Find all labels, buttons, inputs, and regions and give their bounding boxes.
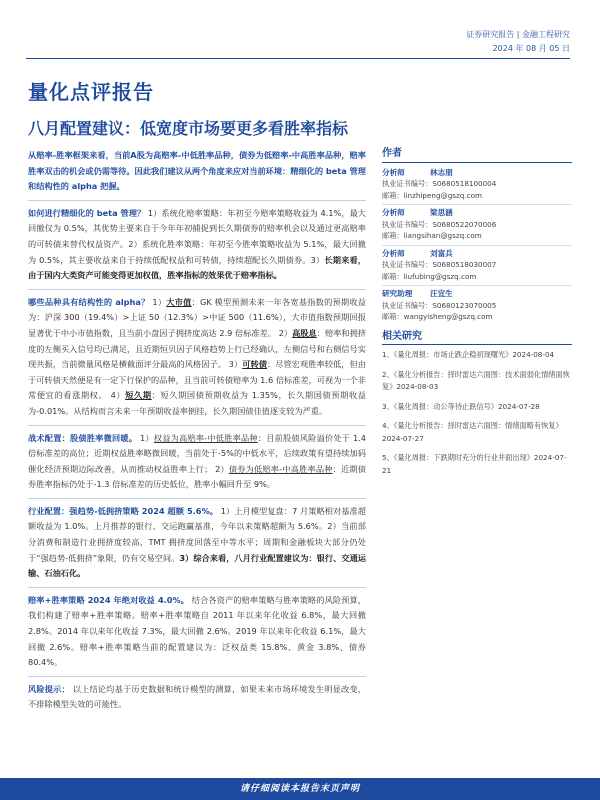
strategy-heading: 赔率+胜率策略 2024 年绝对收益 4.0%。 bbox=[28, 594, 190, 605]
risk-section: 风险提示： 以上结论均基于历史数据和统计模型的测算，如果未来市场环境发生明显改变，不排除模型失效的可能性。 bbox=[28, 683, 366, 710]
tactics-equity: 权益为高赔率-中低胜率品种 bbox=[153, 432, 258, 443]
authors-heading: 作者 bbox=[382, 148, 572, 163]
analyst-entry bbox=[382, 207, 572, 246]
divider bbox=[28, 587, 366, 588]
analyst-email[interactable]: 邮箱：linzhipeng@gszq.com bbox=[382, 190, 483, 200]
divider bbox=[382, 245, 572, 246]
analyst-email[interactable]: 邮箱：liangsihan@gszq.com bbox=[382, 231, 482, 240]
sidebar bbox=[382, 148, 572, 484]
tactics-section: 战术配置：股债胜率微回暖。 1）权益为高赔率-中低胜率品种：目前股债风险溢价处于 1.4 倍标准差的高位；近期权益胜率略微回暖，当前处于-5%的中低水平，后续政策有望持续加码催化经济预期边际改善，从而推动权益胜率上行； 2）债券为低赔率-中高胜率品种：近期债券胜率指标仍处于-1.3 倍标准差的历史低位，胜率小幅回升至 9%。 bbox=[28, 432, 367, 490]
divider bbox=[382, 285, 572, 286]
alpha-question: 哪些品种具有结构性的 alpha？ bbox=[28, 296, 150, 307]
tactics-heading: 战术配置：股债胜率微回暖。 bbox=[28, 432, 138, 443]
analyst-name: 汪宜生 bbox=[430, 289, 453, 298]
analyst-entry bbox=[382, 248, 572, 287]
header-date: 2024 年 08 月 05 日 bbox=[492, 44, 570, 53]
related-list bbox=[382, 349, 572, 477]
analyst-license: 执业证书编号：S0680518030007 bbox=[382, 260, 497, 269]
analyst-license: 执业证书编号：S0680518100004 bbox=[382, 179, 497, 188]
divider bbox=[28, 289, 366, 290]
related-heading: 相关研究 bbox=[382, 331, 572, 346]
header-divider bbox=[26, 58, 570, 59]
related-research bbox=[382, 331, 572, 478]
analyst-entry bbox=[382, 167, 572, 206]
analyst-role: 分析师 bbox=[382, 248, 405, 258]
related-item[interactable]: 4、《量化分析报告：择时雷达六面图：情绪面略有恢复》2024-07-27 bbox=[382, 421, 563, 443]
risk-heading: 风险提示： bbox=[28, 683, 70, 694]
related-item[interactable]: 3、《量化周报：动公等待止跌信号》2024-07-28 bbox=[382, 401, 540, 411]
analyst-email[interactable]: 邮箱：liufubing@gszq.com bbox=[382, 271, 477, 281]
analyst-role: 分析师 bbox=[382, 167, 405, 177]
analyst-email[interactable]: 邮箱：wangyisheng@gszq.com bbox=[382, 312, 493, 321]
header-meta bbox=[466, 28, 570, 56]
related-item[interactable]: 1、《量化周报：市场止跌企稳初现曙光》2024-08-04 bbox=[382, 350, 555, 359]
divider bbox=[382, 204, 572, 205]
alpha-section: 哪些品种具有结构性的 alpha？ 1）大市值：GK 模型预测未来一年各宽基指数的预期收益为：沪深 300（19.4%）>上证 50（12.3%）>中证 500（11.6%），大市值指数预期回报显著优于中小市值指数，且当前小盘因子拥挤度高达 2.9 倍标准差。 2）高股息：赔率和拥挤度的左侧买入信号均已满足，且近期恒贝因子风格趋势上行已经确认，左侧信号和右侧信号实现共振，当前微量风格是横截面评分最高的风格因子。 3）可转债：尽管宏观胜率较低，但由于可转债天然便是有一定下行保护的品种，且当前可转债赔率为 1.6 倍标准差，可视为一个非常便宜的看涨期权。 4）短久期：短久期国债预期收益为 1.35%，长久期国债预期收益为-0.01%。从结构而言未来一年预期收益率倒挂，长久期国债佳值逐支较为严重。 bbox=[28, 296, 366, 416]
alpha-item-short-duration: 短久期 bbox=[125, 390, 152, 401]
alpha-item-large-cap: 大市值 bbox=[166, 296, 192, 307]
beta-bold-text: 长期来看，由于国内大类资产可能变得更加权值，胜率指标的效果优于赔率指标。 bbox=[28, 254, 366, 281]
intro-paragraph: 从赔率-胜率框架来看，当前A股为高赔率-中低胜率品种，债券为低赔率-中高胜率品种，赔率胜率双击的机会或仍需等待。因此我们建议从两个角度来应对当前环境：精细化的 beta 管理和结构性的 alpha 把握。 bbox=[28, 150, 366, 192]
divider bbox=[28, 425, 366, 426]
tactics-bond: 债券为低赔率-中高胜率品种 bbox=[228, 463, 333, 474]
analyst-role: 研究助理 bbox=[382, 289, 413, 298]
related-item[interactable]: 5、《量化周报：下跌期时充分的行业并面出现》2024-07-21 bbox=[382, 453, 567, 475]
industry-heading: 行业配置：强趋势-低拥挤策略 2024 超额 5.6%。 bbox=[28, 505, 219, 516]
page-title: 八月配置建议：低宽度市场要更多看胜率指标 bbox=[28, 119, 349, 138]
beta-text: 1）系统化赔率策略：年初至今赔率策略收益为 4.1%，最大回撤仅为 0.5%，其优势主要来自于今年年初捕捉到长久期债券的赔率机会以及通过更高赔率的可转债来替代权益资产。2）系统化胜率策略：年初至今胜率策略收益为 5.1%，最大回撤为 0.5%，其主要收益来自于持续低配权益和可转债，持续超配长久期债券。3） bbox=[28, 207, 366, 265]
divider bbox=[28, 676, 366, 677]
industry-section: 行业配置：强趋势-低拥挤策略 2024 超额 5.6%。 1）上月模型复盘：7 月策略相对基准超额收益为 1.0%。上月推荐的银行、交运跑赢基准，今年以来策略超额为 5.6%。2）当前部分消费和制造行业拥挤度较高，TMT 拥挤度回落至中等水平；周期和金融板块大部分仍处于“强趋势-低拥挤”象限，仍有交易空间。3）综合来看，八月行业配置建议为：银行、交通运输、石油石化。 bbox=[28, 505, 366, 579]
authors-list bbox=[382, 167, 572, 323]
analyst-name: 梁思涵 bbox=[430, 208, 453, 217]
analyst-name: 林志朋 bbox=[430, 167, 453, 177]
report-type: 量化点评报告 bbox=[28, 80, 154, 104]
analyst-role: 分析师 bbox=[382, 208, 405, 217]
beta-section bbox=[28, 206, 366, 284]
header-tagline: 证券研究报告 | 金融工程研究 bbox=[466, 30, 570, 39]
analyst-license: 执业证书编号：S0680522070006 bbox=[382, 219, 497, 229]
divider bbox=[28, 498, 366, 499]
analyst-license: 执业证书编号：S0680123070005 bbox=[382, 300, 497, 310]
divider bbox=[28, 200, 366, 201]
strategy-section: 赔率+胜率策略 2024 年绝对收益 4.0%。 结合各资产的赔率策略与胜率策略的风险预算，我们构建了赔率+胜率策略。赔率+胜率策略自 2011 年以来年化收益 6.8%，最大回撤 2.8%。2014 年以来年化收益 7.3%，最大回撤 2.6%。2019 年以来年化收益 6.1%，最大回撤 2.6%。赔率+胜率策略当前的配置建议为：泛权益类 15.8%、黄金 3.8%、债券 80.4%。 bbox=[28, 594, 366, 668]
industry-recommendation: 3）综合来看，八月行业配置建议为：银行、交通运输、石油石化。 bbox=[28, 552, 366, 579]
alpha-item-dividend: 高股息 bbox=[292, 327, 317, 338]
main-content bbox=[28, 148, 366, 713]
alpha-item-convertible: 可转债 bbox=[242, 359, 268, 370]
beta-question: 如何进行精细化的 beta 管理？ bbox=[28, 207, 146, 218]
analyst-entry bbox=[382, 288, 572, 323]
footer-disclaimer: 请仔细阅读本报告末页声明 bbox=[0, 778, 600, 800]
analyst-name: 刘富兵 bbox=[430, 248, 453, 258]
related-item[interactable]: 2、《量化分析报告：择时雷达六面图：技术面弱化情绪面恢复》2024-08-03 bbox=[382, 369, 570, 391]
